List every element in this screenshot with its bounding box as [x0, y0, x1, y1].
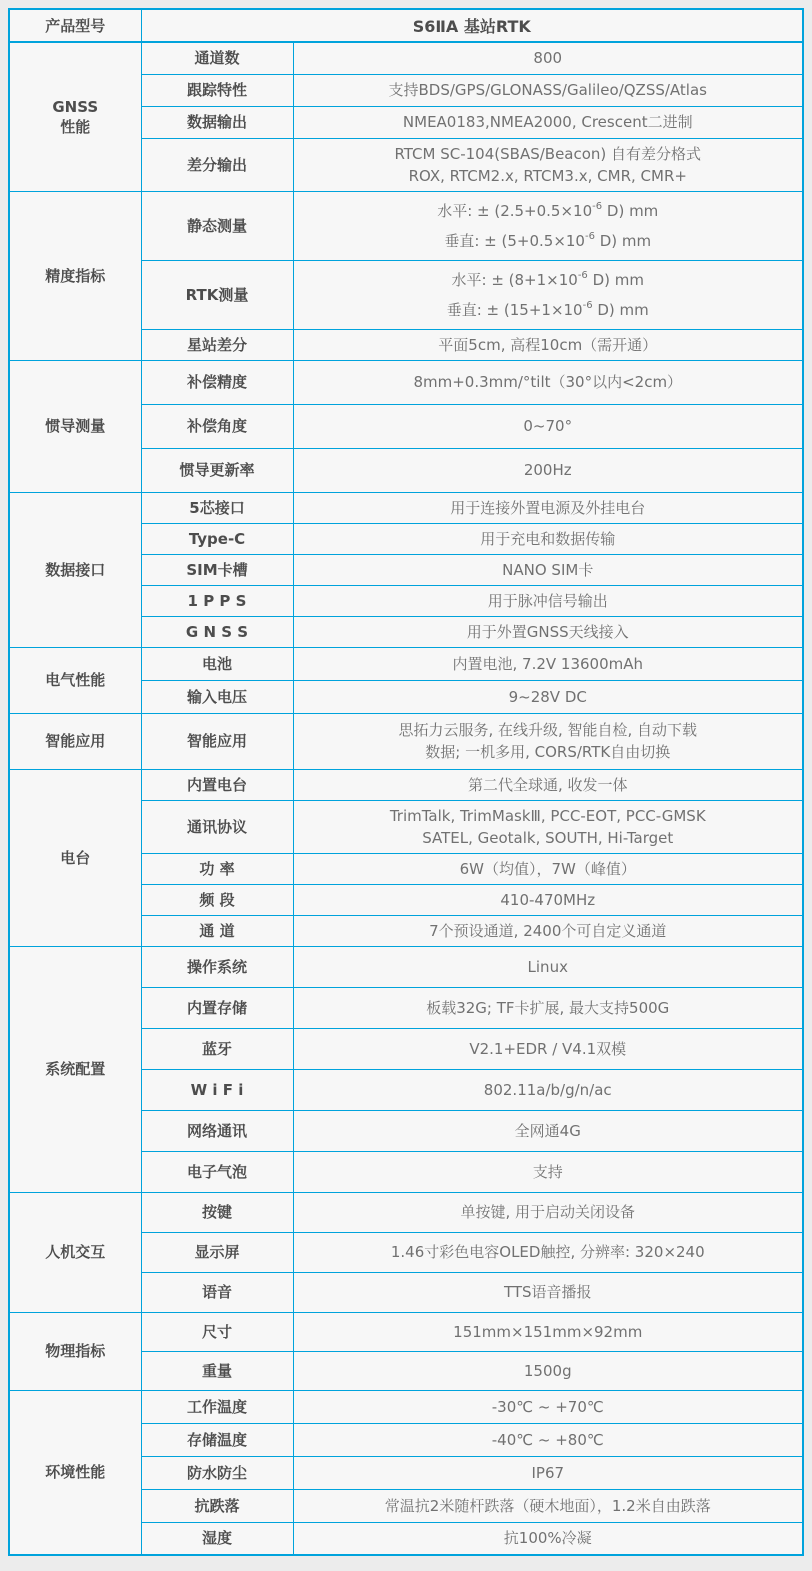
spec-value-cell: 151mm×151mm×92mm [293, 1312, 803, 1351]
spec-value-cell: 9~28V DC [293, 680, 803, 713]
category-cell: 惯导测量 [9, 360, 141, 492]
spec-value-cell: 802.11a/b/g/n/ac [293, 1069, 803, 1110]
spec-row [9, 1192, 803, 1232]
spec-label-cell: 功 率 [141, 853, 293, 884]
category-cell: 环境性能 [9, 1390, 141, 1555]
spec-value-cell: 内置电池, 7.2V 13600mAh [293, 647, 803, 680]
spec-value-cell: 思拓力云服务, 在线升级, 智能自检, 自动下载 数据; 一机多用, CORS/RTK自由切换 [293, 713, 803, 769]
spec-row [9, 1312, 803, 1351]
spec-label-cell: 补偿角度 [141, 404, 293, 448]
spec-value-cell: 板载32G; TF卡扩展, 最大支持500G [293, 987, 803, 1028]
spec-label-cell: 智能应用 [141, 713, 293, 769]
spec-row [9, 42, 803, 74]
spec-value-cell: 用于外置GNSS天线接入 [293, 616, 803, 647]
product-model-row [9, 9, 803, 42]
spec-value-cell: TrimTalk, TrimMaskⅢ, PCC-EOT, PCC-GMSK SATEL, Geotalk, SOUTH, Hi-Target [293, 800, 803, 853]
spec-label-cell: 防水防尘 [141, 1456, 293, 1489]
spec-value-cell: 用于脉冲信号输出 [293, 585, 803, 616]
spec-label-cell: 电池 [141, 647, 293, 680]
category-cell: 精度指标 [9, 191, 141, 360]
spec-value-cell: 800 [293, 42, 803, 74]
spec-value-cell: NANO SIM卡 [293, 554, 803, 585]
spec-value-cell: 用于连接外置电源及外挂电台 [293, 492, 803, 523]
spec-value-cell: TTS语音播报 [293, 1272, 803, 1312]
category-cell: 系统配置 [9, 946, 141, 1192]
spec-value-cell: Linux [293, 946, 803, 987]
spec-value-cell: 1.46寸彩色电容OLED触控, 分辨率: 320×240 [293, 1232, 803, 1272]
spec-label-cell: SIM卡槽 [141, 554, 293, 585]
spec-label-cell: 存储温度 [141, 1423, 293, 1456]
spec-row [9, 1390, 803, 1423]
spec-row [9, 492, 803, 523]
spec-value-cell: 6W（均值），7W（峰值） [293, 853, 803, 884]
spec-label-cell: 内置电台 [141, 769, 293, 800]
spec-row [9, 769, 803, 800]
spec-label-cell: 通 道 [141, 915, 293, 946]
spec-value-cell: 水平: ± ($8+1\times 10^{-6}$ D) mm 垂直: ± ($15+1\times 10^{-6}$ D) mm [293, 260, 803, 329]
spec-value-cell: 8mm+0.3mm/°tilt（30°以内<2cm） [293, 360, 803, 404]
spec-label-cell: 数据输出 [141, 106, 293, 138]
product-spec-table [8, 8, 804, 1556]
spec-value-cell: 全网通4G [293, 1110, 803, 1151]
spec-label-cell: 通讯协议 [141, 800, 293, 853]
category-cell: 电气性能 [9, 647, 141, 713]
spec-value-cell: 抗100%冷凝 [293, 1522, 803, 1555]
spec-label-cell: 频 段 [141, 884, 293, 915]
spec-row [9, 647, 803, 680]
spec-label-cell: 湿度 [141, 1522, 293, 1555]
spec-label-cell: 操作系统 [141, 946, 293, 987]
category-cell: 数据接口 [9, 492, 141, 647]
spec-label-cell: 电子气泡 [141, 1151, 293, 1192]
spec-row [9, 360, 803, 404]
spec-value-cell: RTCM SC-104(SBAS/Beacon) 自有差分格式 ROX, RTCM2.x, RTCM3.x, CMR, CMR+ [293, 138, 803, 191]
spec-value-cell: 1500g [293, 1351, 803, 1390]
spec-value-cell: 用于充电和数据传输 [293, 523, 803, 554]
product-model-label: 产品型号 [9, 9, 141, 42]
spec-row [9, 946, 803, 987]
spec-value-cell: 常温抗2米随杆跌落（硬木地面），1.2米自由跌落 [293, 1489, 803, 1522]
spec-label-cell: 按键 [141, 1192, 293, 1232]
spec-label-cell: 1 P P S [141, 585, 293, 616]
spec-label-cell: 蓝牙 [141, 1028, 293, 1069]
spec-label-cell: W i F i [141, 1069, 293, 1110]
spec-label-cell: 星站差分 [141, 329, 293, 360]
spec-value-cell: 7个预设通道, 2400个可自定义通道 [293, 915, 803, 946]
spec-label-cell: 跟踪特性 [141, 74, 293, 106]
spec-label-cell: G N S S [141, 616, 293, 647]
spec-label-cell: 网络通讯 [141, 1110, 293, 1151]
spec-value-cell: 支持BDS/GPS/GLONASS/Galileo/QZSS/Atlas [293, 74, 803, 106]
spec-label-cell: Type-C [141, 523, 293, 554]
spec-value-cell: NMEA0183,NMEA2000, Crescent二进制 [293, 106, 803, 138]
spec-label-cell: 5芯接口 [141, 492, 293, 523]
spec-value-cell: V2.1+EDR / V4.1双模 [293, 1028, 803, 1069]
category-cell: 电台 [9, 769, 141, 946]
spec-row [9, 191, 803, 260]
spec-value-cell: IP67 [293, 1456, 803, 1489]
spec-value-cell: 支持 [293, 1151, 803, 1192]
category-cell: 物理指标 [9, 1312, 141, 1390]
spec-value-cell: 200Hz [293, 448, 803, 492]
spec-label-cell: 显示屏 [141, 1232, 293, 1272]
category-cell: GNSS 性能 [9, 42, 141, 191]
spec-value-cell: 第二代全球通, 收发一体 [293, 769, 803, 800]
spec-label-cell: 尺寸 [141, 1312, 293, 1351]
spec-label-cell: 静态测量 [141, 191, 293, 260]
spec-label-cell: 补偿精度 [141, 360, 293, 404]
spec-label-cell: RTK测量 [141, 260, 293, 329]
product-model-value: S6ⅡA 基站RTK [141, 9, 803, 42]
spec-label-cell: 重量 [141, 1351, 293, 1390]
spec-value-cell: 410-470MHz [293, 884, 803, 915]
spec-value-cell: -30℃ ~ +70℃ [293, 1390, 803, 1423]
spec-label-cell: 输入电压 [141, 680, 293, 713]
spec-value-cell: 单按键, 用于启动关闭设备 [293, 1192, 803, 1232]
spec-value-cell: -40℃ ~ +80℃ [293, 1423, 803, 1456]
spec-label-cell: 内置存储 [141, 987, 293, 1028]
category-cell: 人机交互 [9, 1192, 141, 1312]
spec-label-cell: 工作温度 [141, 1390, 293, 1423]
spec-row [9, 713, 803, 769]
spec-value-cell: 水平: ± ($2.5+0.5\times 10^{-6}$ D) mm 垂直: ± ($5+0.5\times 10^{-6}$ D) mm [293, 191, 803, 260]
spec-label-cell: 差分输出 [141, 138, 293, 191]
category-cell: 智能应用 [9, 713, 141, 769]
spec-value-cell: 0~70° [293, 404, 803, 448]
spec-value-cell: 平面5cm, 高程10cm（需开通） [293, 329, 803, 360]
spec-label-cell: 通道数 [141, 42, 293, 74]
spec-label-cell: 惯导更新率 [141, 448, 293, 492]
spec-label-cell: 抗跌落 [141, 1489, 293, 1522]
spec-label-cell: 语音 [141, 1272, 293, 1312]
